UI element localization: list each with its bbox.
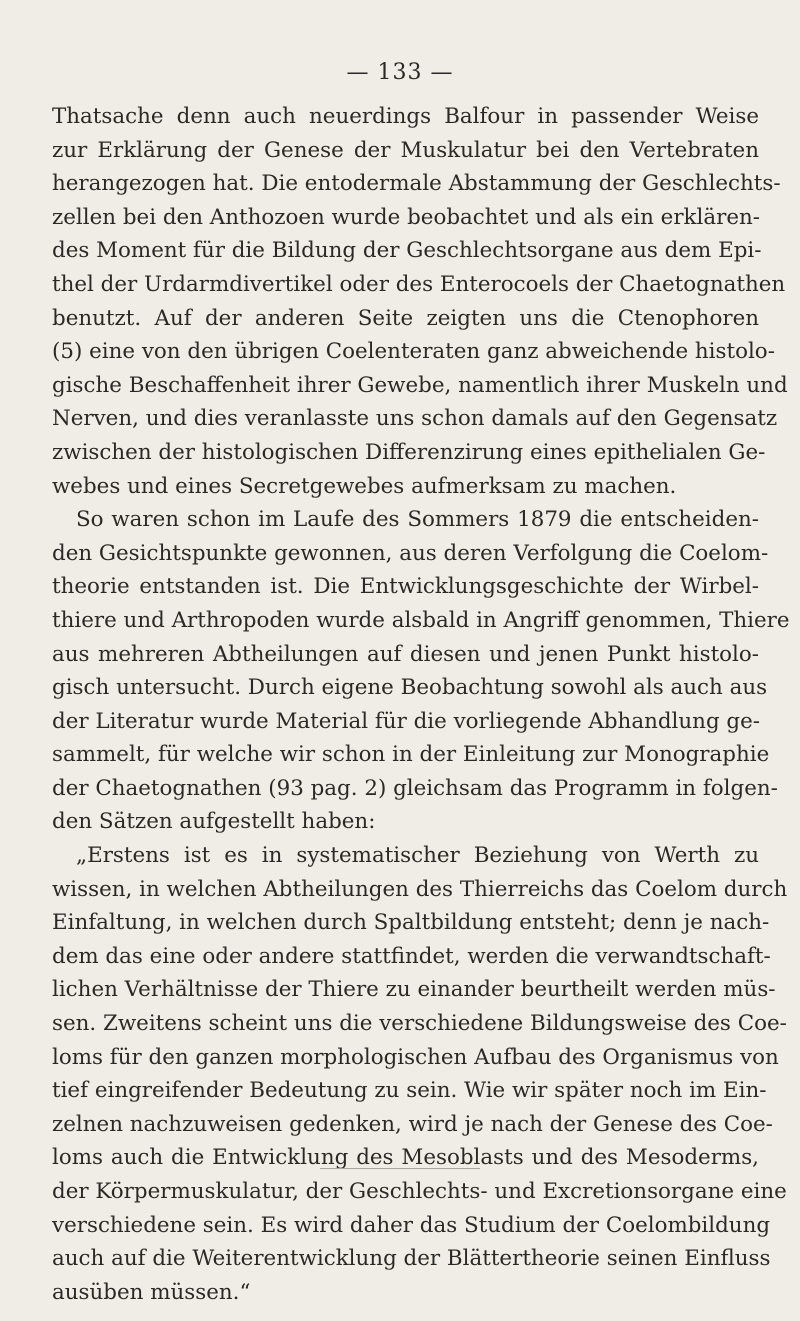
text-line: der Literatur wurde Material für die vorliegende Abhandlung ge- bbox=[52, 708, 761, 734]
text-line: den Gesichtspunkte gewonnen, aus deren Verfolgung die Coelom- bbox=[52, 540, 769, 566]
text-line: gische Beschaffenheit ihrer Gewebe, namentlich ihrer Muskeln und bbox=[52, 372, 788, 398]
text-line: Einfaltung, in welchen durch Spaltbildung entsteht; denn je nach- bbox=[52, 910, 770, 936]
text-line: verschiedene sein. Es wird daher das Studium der Coelombildung bbox=[52, 1212, 771, 1238]
text-line: lichen Verhältnisse der Thiere zu einander beurtheilt werden müs- bbox=[52, 977, 776, 1003]
text-line: zwischen der histologischen Differenzirung eines epithelialen Ge- bbox=[52, 439, 766, 465]
text-line: wissen, in welchen Abtheilungen des Thierreichs das Coelom durch bbox=[52, 876, 788, 902]
text-line: theorie entstanden ist. Die Entwicklungsgeschichte der Wirbel- bbox=[52, 574, 759, 600]
text-line: auch auf die Weiterentwicklung der Blättertheorie seinen Einfluss bbox=[52, 1246, 771, 1272]
text-line: loms für den ganzen morphologischen Aufbau des Organismus von bbox=[52, 1044, 779, 1070]
text-line: thel der Urdarmdivertikel oder des Enterocoels der Chaetognathen bbox=[52, 271, 786, 297]
text-line: aus mehreren Abtheilungen auf diesen und jenen Punkt histolo- bbox=[52, 641, 759, 667]
text-line: sammelt, für welche wir schon in der Einleitung zur Monographie bbox=[52, 742, 770, 768]
end-rule bbox=[320, 1168, 480, 1169]
text-line: den Sätzen aufgestellt haben: bbox=[52, 809, 376, 835]
text-line: webes und eines Secretgewebes aufmerksam zu machen. bbox=[52, 473, 677, 499]
text-line: sen. Zweitens scheint uns die verschiedene Bildungsweise des Coe- bbox=[52, 1011, 787, 1037]
text-line: tief eingreifender Bedeutung zu sein. Wie wir später noch im Ein- bbox=[52, 1078, 767, 1104]
text-line: ausüben müssen.“ bbox=[52, 1279, 251, 1305]
text-line: Thatsache denn auch neuerdings Balfour in passender Weise bbox=[52, 104, 759, 129]
text-line: dem das eine oder andere stattfindet, werden die verwandtschaft- bbox=[52, 943, 771, 969]
text-line: So waren schon im Laufe des Sommers 1879 die entscheiden- bbox=[76, 507, 759, 533]
text-line: benutzt. Auf der anderen Seite zeigten uns die Ctenophoren bbox=[52, 305, 759, 331]
text-line: thiere und Arthropoden wurde alsbald in Angriff genommen, Thiere bbox=[52, 607, 790, 633]
text-line: zellen bei den Anthozoen wurde beobachtet und als ein erklären- bbox=[52, 204, 760, 230]
text-line: zur Erklärung der Genese der Muskulatur bei den Vertebraten bbox=[52, 137, 759, 163]
text-line: zelnen nachzuweisen gedenken, wird je nach der Genese des Coe- bbox=[52, 1111, 773, 1137]
text-line: des Moment für die Bildung der Geschlechtsorgane aus dem Epi- bbox=[52, 238, 762, 264]
text-line: loms auch die Entwicklung des Mesoblasts und des Mesoderms, bbox=[52, 1145, 759, 1171]
page-number: — 133 — bbox=[346, 60, 454, 85]
text-line: gisch untersucht. Durch eigene Beobachtung sowohl als auch aus bbox=[52, 675, 768, 701]
text-line: „Erstens ist es in systematischer Beziehung von Werth zu bbox=[76, 843, 759, 869]
text-line: (5) eine von den übrigen Coelenteraten ganz abweichende histolo- bbox=[52, 339, 775, 365]
text-line: Nerven, und dies veranlasste uns schon damals auf den Gegensatz bbox=[52, 406, 778, 432]
text-line: herangezogen hat. Die entodermale Abstammung der Geschlechts- bbox=[52, 171, 781, 197]
text-line: der Chaetognathen (93 pag. 2) gleichsam das Programm in folgen- bbox=[52, 775, 778, 801]
body-text bbox=[52, 100, 790, 1309]
text-line: der Körpermuskulatur, der Geschlechts- und Excretionsorgane eine bbox=[52, 1179, 787, 1204]
